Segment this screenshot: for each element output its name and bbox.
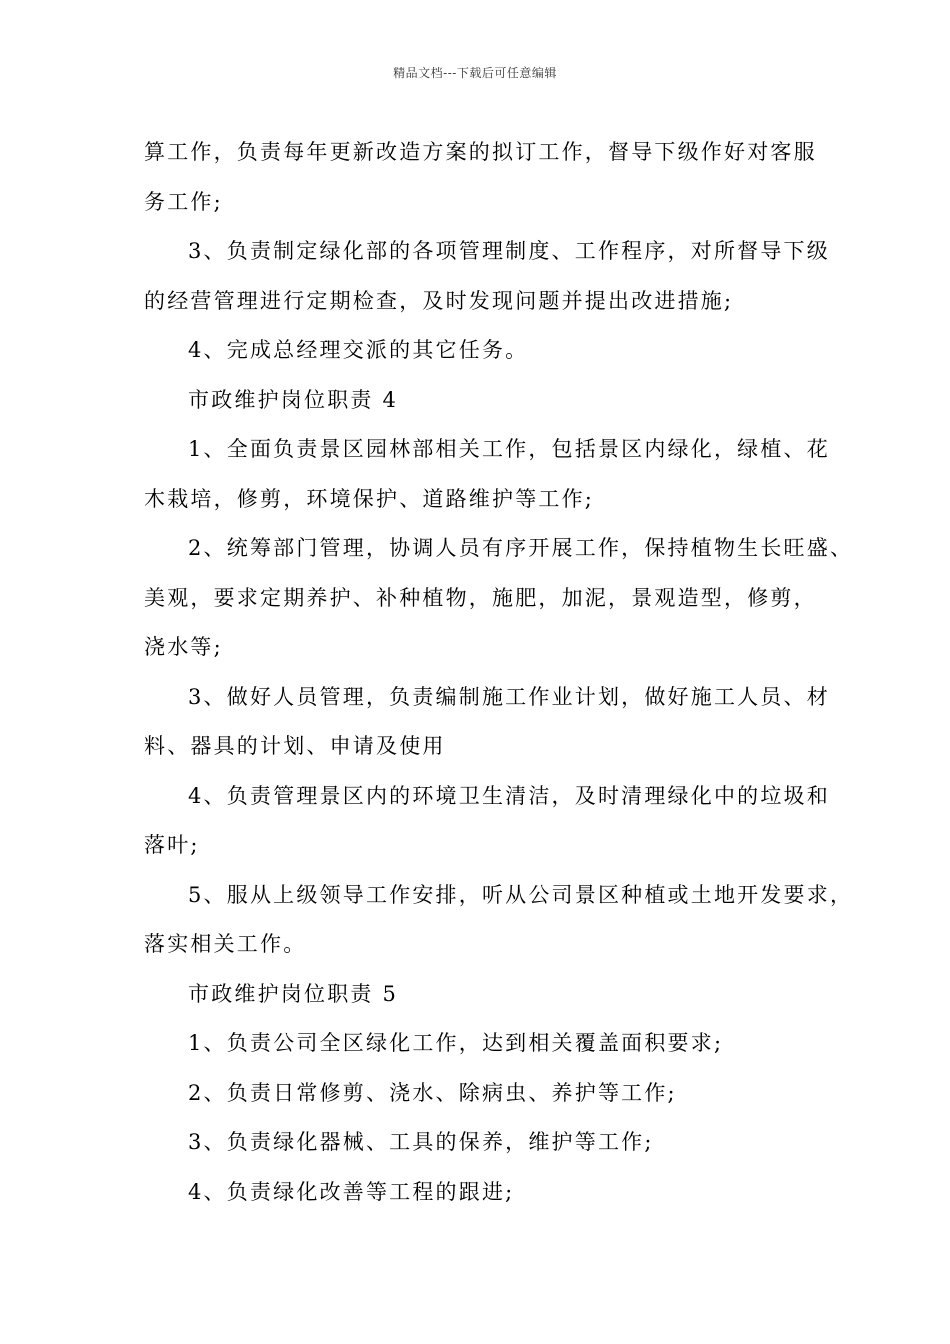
text-line: 3、负责制定绿化部的各项管理制度、工作程序，对所督导下级 xyxy=(188,239,830,263)
text-line: 3、做好人员管理，负责编制施工作业计划，做好施工人员、材 xyxy=(188,684,830,709)
page-header: 精品文档---下载后可任意编辑 xyxy=(393,66,557,80)
text-line: 4、完成总经理交派的其它任务。 xyxy=(188,338,529,362)
text-line: 3、负责绿化器械、工具的保养，维护等工作; xyxy=(188,1130,654,1154)
text-line: 落实相关工作。 xyxy=(144,932,307,956)
text-line: 木栽培，修剪，环境保护、道路维护等工作; xyxy=(144,486,595,511)
text-line: 浇水等; xyxy=(144,635,223,659)
text-line: 4、负责绿化改善等工程的跟进; xyxy=(188,1179,515,1204)
text-line: 料、器具的计划、申请及使用 xyxy=(144,734,446,758)
text-line: 4、负责管理景区内的环境卫生清洁，及时清理绿化中的垃圾和 xyxy=(188,783,830,808)
text-line: 落叶; xyxy=(144,833,200,857)
document-body xyxy=(144,128,854,1217)
text-line: 2、负责日常修剪、浇水、除病虫、养护等工作; xyxy=(188,1080,677,1105)
text-line: 市政维护岗位职责 5 xyxy=(188,981,399,1006)
text-line: 1、负责公司全区绿化工作，达到相关覆盖面积要求; xyxy=(188,1031,724,1055)
text-line: 2、统筹部门管理，协调人员有序开展工作，保持植物生长旺盛、 xyxy=(188,536,854,560)
text-line: 的经营管理进行定期检查，及时发现问题并提出改进措施; xyxy=(144,288,734,313)
text-line: 市政维护岗位职责 4 xyxy=(188,387,399,412)
text-line: 5、服从上级领导工作安排，听从公司景区种植或土地开发要求， xyxy=(188,882,854,907)
text-line: 算工作，负责每年更新改造方案的拟订工作，督导下级作好对客服 xyxy=(144,140,817,164)
text-line: 美观，要求定期养护、补种植物，施肥，加泥，景观造型，修剪， xyxy=(144,585,817,610)
text-line: 务工作; xyxy=(144,189,223,214)
text-line: 1、全面负责景区园林部相关工作，包括景区内绿化，绿植、花 xyxy=(188,437,830,461)
